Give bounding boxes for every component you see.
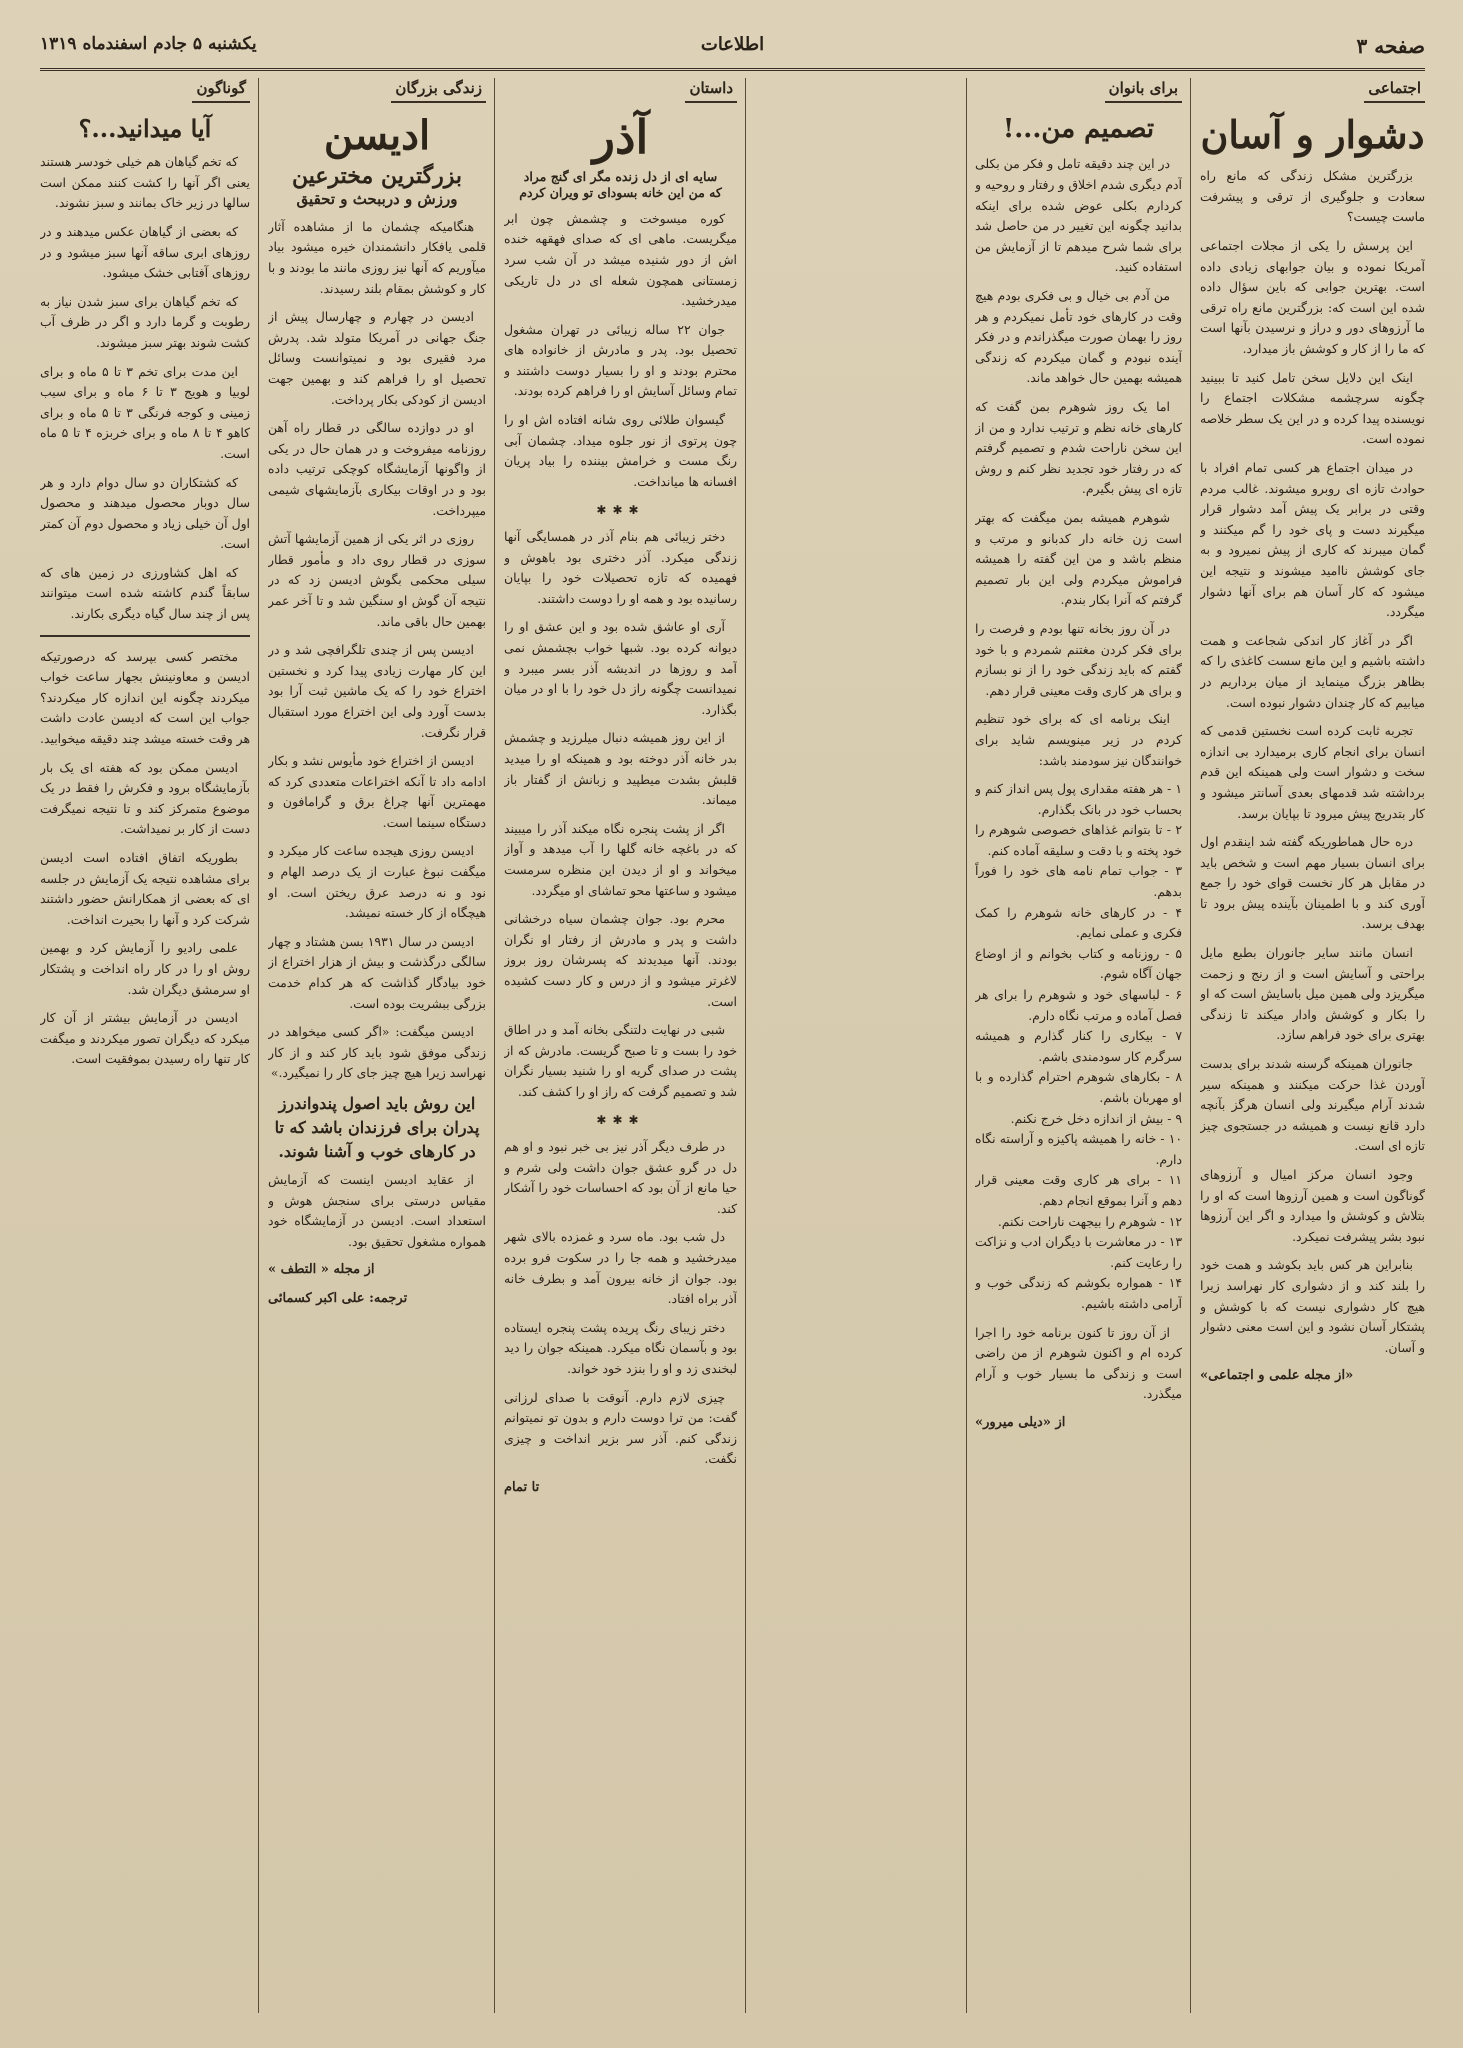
paragraph: او در دوازده سالگی در قطار راه آهن روزنامه میفروخت و در همان حال در یکی از واگونها آزمایشگاه کوچکی ترتیب داده بود و در اوقات بیکاری بآزمایشهای شیمی میپرداخت. [268, 420, 486, 518]
paragraph: اینک این دلایل سخن تامل کنید تا ببینید چگونه سرچشمه مشکلات اجتماع را نویسنده پیدا کرده و در این یک سطر خلاصه نموده است. [1200, 369, 1425, 447]
paragraph: شبی در نهایت دلتنگی بخانه آمد و در اطاق خود را بست و تا صبح گریست. مادرش که از پشت در صدای گریه او را شنید بسیار نگران شد و تصمیم گرفت که راز او را کشف کند. [504, 1022, 737, 1099]
paragraph: هنگامیکه چشمان ما از مشاهده آثار قلمی یافکار دانشمندان خیره میشود بیاد میآوریم که آنها نیز روزی مانند ما بودند و با کار و کوشش بمقام بلند رسیدند. [268, 218, 486, 296]
paragraph: تجربه ثابت کرده است نخستین قدمی که انسان برای انجام کاری برمیدارد بی اندازه سخت و دشوار است ولی همینکه این قدم برداشته شد قدمهای بعدی آسانتر میشود و کار بتدریج پیش میرود تا بپایان برسد. [1200, 723, 1425, 821]
closing-statement: این روش باید اصول پندواندرز پدران برای فرزندان باشد که تا در کارهای خوب و آشنا شوند. [274, 1094, 480, 1161]
paragraph: که کشتکاران دو سال دوام دارد و هر سال دوبار محصول میدهند و محصول اول آن خیلی زیاد و محصول دوم آن کمتر است. [40, 474, 250, 552]
paragraph: اما یک روز شوهرم بمن گفت که کارهای خانه نظم و ترتیب ندارد و من از این سخن ناراحت شدم و تصمیم گرفتم که در رفتار خود تجدید نظر کنم و روش تازه ای پیش بگیرم. [975, 399, 1182, 497]
paragraph: ادیسن میگفت: «اگر کسی میخواهد در زندگی موفق شود باید کار کند و از کار نهراسد زیرا هیچ چیز جای کار را نمیگیرد.» [268, 1024, 486, 1081]
paragraph: ادیسن پس از چندی تلگرافچی شد و در این کار مهارت زیادی پیدا کرد و نخستین اختراع خود را که یک ماشین ثبت آرا بود بدست آورد ولی این اختراع مورد استقبال قرار نگرفت. [268, 642, 486, 740]
column-biography [268, 78, 486, 2013]
paragraph: گیسوان طلائی روی شانه افتاده اش او را چون پرتوی از نور جلوه میداد. چشمان آبی رنگ مست و خرامش بیننده را بیاد پریان افسانه ها میانداخت. [504, 412, 737, 489]
article-title: تصمیم من...! [1002, 113, 1155, 144]
section-label: برای بانوان [1105, 78, 1182, 103]
paragraph: اگر در آغاز کار اندکی شجاعت و همت داشته باشیم و این مانع سست کاغذی را که بظاهر بزرگ مینماید از میان برداریم در میابیم که کار چندان دشوار نبوده است. [1200, 632, 1425, 710]
section-label: زندگی بزرگان [391, 78, 486, 103]
paragraph: دل شب بود. ماه سرد و غمزده بالای شهر میدرخشید و همه جا را در سکوت فرو برده بود. جوان از خانه بیرون آمد و بطرف خانه آذر براه افتاد. [504, 1229, 737, 1307]
paragraph: وجود انسان مرکز امیال و آرزوهای گوناگون است و همین آرزوها است که او را بتلاش و کوشش وا میدارد و اگر این آرزوها نبود بشر پیشرفت نمیکرد. [1200, 1167, 1425, 1244]
section-label: داستان [685, 78, 737, 103]
paragraph: در این چند دقیقه تامل و فکر من بکلی آدم دیگری شدم اخلاق و رفتار و روحیه و کردارم بکلی عوض شده برای اینکه بدانید چگونه این تغییر در من حاصل شد برای شما شرح میدهم تا از آزمایش من استفاده کنید. [975, 156, 1182, 275]
column-divider [966, 78, 967, 2013]
paragraph: دختر زیبائی هم بنام آذر در همسایگی آنها زندگی میکرد. آذر دختری بود باهوش و فهمیده که تازه تحصیلات خود را بپایان رسانیده بود و همه او را دوست داشتند. [504, 529, 737, 606]
paragraph: اینک برنامه ای که برای خود تنظیم کردم در زیر مینویسم شاید برای خوانندگان نیز سودمند باشد: [975, 711, 1182, 768]
paragraph: محرم بود. جوان چشمان سیاه درخشانی داشت و پدر و مادرش از رفتار او نگران بودند. آنها میدیدند که پسرشان روز بروز لاغرتر میشود و از درس و کار دست کشیده است. [504, 911, 737, 1009]
column-divider [745, 78, 746, 2013]
paragraph: چیزی لازم دارم. آنوقت با صدای لرزانی گفت: من ترا دوست دارم و بدون تو نمیتوانم زندگی کنم. آذر سر بزیر انداخت و چیزی نگفت. [504, 1389, 737, 1467]
column-miscellany [40, 78, 250, 2013]
paragraph: دختر زیبای رنگ پریده پشت پنجره ایستاده بود و بآسمان نگاه میکرد. همینکه جوان را دید لبخندی زد و او را بنزد خود خواند. [504, 1319, 737, 1377]
issue-date: یکشنبه ۵ جادم اسفندماه ۱۳۱۹ [40, 34, 257, 54]
article-source: از مجله « التطف » [268, 1262, 375, 1278]
section-label: اجتماعی [1364, 78, 1425, 103]
column-women [975, 78, 1182, 2013]
paragraph: شوهرم همیشه بمن میگفت که بهتر است زن خانه دار کدبانو و مرتب و منظم باشد و من این گفته را همیشه فراموش میکردم ولی این بار تصمیم گرفتم که آنرا بکار بندم. [975, 509, 1182, 608]
paragraph: در میدان اجتماع هر کسی تمام افراد با حوادث تازه ای روبرو میشوند. غالب مردم وقتی در برابر یک پیش آمد دشوار قرار میگیرند دست و پای خود را گم میکنند و گمان میبرند که کاری از پیش نمیرود و به جای کوشش ناامید میشوند و نتیجه این میشود که کار آسان هم برای آنها دشوار میگردد. [1200, 460, 1425, 620]
paragraph: ادیسن ممکن بود که هفته ای یک بار بآزمایشگاه برود و فکرش را فقط در یک موضوع متمرکز کند و تا نتیجه نمیگرفت دست از کار بر نمیداشت. [40, 759, 250, 837]
paragraph: در آن روز بخانه تنها بودم و فرصت را برای فکر کردن مغتنم شمردم و با خود گفتم که باید زندگی خود را از نو بسازم و برای هر کاری وقت معینی قرار دهم. [975, 620, 1182, 698]
paragraph: بزرگترین مشکل زندگی که مانع راه سعادت و جلوگیری از ترقی و پیشرفت ماست چیست؟ [1200, 168, 1425, 225]
paragraph: که تخم گیاهان برای سبز شدن نیاز به رطوبت و گرما دارد و اگر در ظرف آب کشت شوند بهتر سبز میشوند. [40, 293, 250, 350]
paragraph: دره حال هماطوریکه گفته شد اینقدم اول برای انسان بسیار مهم است و شخص باید در مقابل هر کار نخست قوای خود را جمع آوری کند و با اطمینان بآینده پیش برود تا بهدف برسد. [1200, 834, 1425, 932]
resolution-list: ۱ - هر هفته مقداری پول پس انداز کنم و بحساب خود در بانک بگذارم. ۲ - تا بتوانم غذاهای خصوصی شوهرم را خود پخته و با دقت و سلیقه آماده کنم. ۳ - جواب تمام نامه های خود را فوراً بدهم. ۴ - در کارهای خانه شوهرم را کمک فکری و عملی نمایم. ۵ - روزنامه و کتاب بخوانم و از اوضاع جهان آگاه شوم. ۶ - لباسهای خود و شوهرم را برای هر فصل آماده و مرتب نگاه دارم. ۷ - بیکاری را کنار گذارم و همیشه سرگرم کار سودمندی باشم. ۸ - بکارهای شوهرم احترام گذارده و با او مهربان باشم. ۹ - بیش از اندازه دخل خرج نکنم. ۱۰ - خانه را همیشه پاکیزه و آراسته نگاه دارم. ۱۱ - برای هر کاری وقت معینی قرار دهم و آنرا بموقع انجام دهم. ۱۲ - شوهرم را بیجهت ناراحت نکنم. ۱۳ - در معاشرت با دیگران ادب و نزاکت را رعایت کنم. ۱۴ - همواره بکوشم که زندگی خوب و آرامی داشته باشیم. [975, 781, 1182, 1311]
masthead [40, 28, 1425, 71]
paragraph: از عقاید ادیسن اینست که آزمایش مقیاس درستی برای سنجش هوش و استعداد است. ادیسن در آزمایشگاه خود همواره مشغول تحقیق بود. [268, 1172, 486, 1249]
article-subtitle: بزرگترین مخترعین [292, 162, 462, 189]
paragraph: بطوریکه اتفاق افتاده است ادیسن برای مشاهده نتیجه یک آزمایش در جلسه ای که بعضی از همکارانش حضور داشتند شرکت کرد و آنها را بحیرت انداخت. [40, 850, 250, 927]
paragraph: این مدت برای تخم ۳ تا ۵ ماه و برای لوبیا و هویج ۳ تا ۶ ماه و برای سیب زمینی و کوجه فرنگی ۳ تا ۵ ماه و برای کاهو ۴ تا ۸ ماه و برای خربزه ۴ تا ۵ ماه است. [40, 363, 250, 461]
paragraph: ادیسن در سال ۱۹۳۱ بسن هشتاد و چهار سالگی درگذشت و بیش از هزار اختراع از خود بیادگار گذاشت که هر کدام خدمت بزرگی ببشریت بوده است. [268, 933, 486, 1011]
paragraph: ادیسن از اختراع خود مأیوس نشد و بکار ادامه داد تا آنکه اختراعات متعددی کرد که مهمترین آنها چراغ برق و گرامافون و دستگاه سینما است. [268, 753, 486, 830]
paragraph: من آدم بی خیال و بی فکری بودم هیچ وقت در کارهای خود تأمل نمیکردم و هر روز را بهمان صورت میگذراندم و در فکر آینده نبودم و گمان میکردم که زندگی همیشه بهمین حال خواهد ماند. [975, 288, 1182, 386]
paragraph: ادیسن در آزمایش بیشتر از آن کار میکرد که دیگران تصور میکردند و میگفت کار تنها راه رسیدن بموفقیت است. [40, 1010, 250, 1067]
paragraph: انسان مانند سایر جانوران بطبع مایل براحتی و آسایش است و از رنج و زحمت میگریزد ولی همین میل باسایش است که او را بکار و کوشش وادار میکند تا زندگی بهتری برای خود فراهم سازد. [1200, 945, 1425, 1043]
page-number: صفحه ۳ [1356, 34, 1425, 58]
column-divider [1190, 78, 1191, 2013]
paragraph: مختصر کسی بپرسد که درصورتیکه ادیسن و معاونینش بجهار ساعت خواب میکردند چگونه این اندازه کار میکردند؟ جواب این است که ادیسن عادت داشت هر وقت خسته میشد چند دقیقه میخوابید. [40, 648, 250, 747]
paragraph: ادیسن در چهارم و چهارسال پیش از جنگ جهانی در آمریکا متولد شد. پدرش مرد فقیری بود و نمیتوانست وسائل تحصیل او را فراهم کند و بهمین جهت ادیسن از کودکی بکار پرداخت. [268, 309, 486, 407]
separator-stars: ✱✱✱ [596, 503, 645, 518]
paragraph: بنابراین هر کس باید بکوشد و همت خود را بلند کند و از دشواری کار نهراسد زیرا هیچ کار دشواری نیست که با کوشش و پشتکار آسان نشود و این است معنی دشوار و آسان. [1200, 1257, 1425, 1355]
article-title: آیا میدانید...؟ [78, 113, 212, 143]
article-subtitle-secondary: ورزش و درببحث و تحقیق [296, 190, 458, 209]
paragraph: جانوران همینکه گرسنه شدند برای بدست آوردن غذا حرکت میکنند و همینکه سیر شدند آرام میگیرند ولی انسان هرگز بآنچه دارد قانع نیست و همیشه در جستجوی چیز تازه ای است. [1200, 1056, 1425, 1154]
paragraph: که بعضی از گیاهان عکس میدهند و در روزهای ابری ساقه آنها سبز میشود و در روزهای آفتابی خشک میشود. [40, 223, 250, 281]
article-source: «از مجله علمی و اجتماعی» [1200, 1368, 1354, 1384]
article-title: آذر [592, 109, 649, 164]
paragraph: آری او عاشق شده بود و این عشق او را دیوانه کرده بود. شبها خواب بچشمش نمی آمد و روزها در اندیشه آذر بسر میبرد و نمیدانست چگونه راز دل خود را با او در میان بگذارد. [504, 619, 737, 717]
separator-stars: ✱✱✱ [596, 1113, 645, 1128]
paragraph: که تخم گیاهان هم خیلی خودسر هستند یعنی اگر آنها را کشت کنند ممکن است سالها در زیر خاک بمانند و سبز نشوند. [40, 154, 250, 211]
section-label: گوناگون [192, 78, 250, 103]
paragraph: که اهل کشاورزی در زمین های که سابقاً گندم کاشته شده است میتوانند پس از چند سال گیاه دیگری بکارند. [40, 564, 250, 622]
paragraph: ادیسن روزی هیجده ساعت کار میکرد و میگفت نبوغ عبارت از یک درصد الهام و نود و نه درصد عرق ریختن است. او هیچگاه از کار خسته نمیشد. [268, 843, 486, 921]
section-rule [40, 635, 250, 637]
article-title: دشوار و آسان [1200, 111, 1425, 157]
column-divider [258, 78, 259, 2013]
translator-credit: ترجمه: علی اکبر کسمائی [268, 1290, 408, 1306]
newspaper-name: اطلاعات [700, 34, 765, 55]
paragraph: جوان ۲۲ ساله زیبائی در تهران مشغول تحصیل بود. پدر و مادرش از خانواده های محترم بودند و او را بسیار دوست داشتند و تمام وسائل آسایش او را فراهم کرده بودند. [504, 321, 737, 399]
paragraph: از این روز همیشه دنبال میلرزید و چشمش بدر خانه آذر دوخته بود و همینکه او را میدید قلبش بشدت میطپید و زبانش از گفتار باز میماند. [504, 730, 737, 808]
paragraph: کوره میسوخت و چشمش چون ابر میگریست. ماهی ای که صدای فهقهه خنده اش از دور شنیده میشد در آن شب سرد زمستانی همچون شعله ای در دل تاریکی میدرخشید. [504, 210, 737, 309]
article-source: از «دیلی میرور» [975, 1414, 1066, 1430]
paragraph: روزی در اثر یکی از همین آزمایشها آتش سوزی در قطار روی داد و مأمور قطار سیلی محکمی بگوش ادیسن زد که در نتیجه آن گوش او سنگین شد و تا آخر عمر بهمین حال باقی ماند. [268, 531, 486, 629]
to-be-continued: تا تمام [504, 1479, 540, 1495]
paragraph: علمی رادیو را آزمایش کرد و بهمین روش او را در کار راه انداخت و پشتکار او سرمشق دیگران شد. [40, 940, 250, 997]
paragraph: این پرسش را یکی از مجلات اجتماعی آمریکا نموده و بیان جوابهای زیادی داده است. بهترین جوابی که باین سؤال داده شده این است که: بزرگترین مانع راه ترقی ما آرزوهای دور و دراز و نرسیدن بآنها است که ما را از کار و کوشش باز میدارد. [1200, 238, 1425, 357]
paragraph: از آن روز تا کنون برنامه خود را اجرا کرده ام و اکنون شوهرم از من راضی است و زندگی ما بسیار خوب و آرام میگذرد. [975, 1324, 1182, 1402]
paragraph: اگر از پشت پنجره نگاه میکند آذر را میبیند که در باغچه خانه گلها را آب میدهد و آواز میخواند و او از دیدن این منظره سرمست میشود و ساعتها محو تماشای او میگردد. [504, 820, 737, 898]
story-epigraph: سایه ای از دل زنده مگر ای گنج مراد که من این خانه بسودای تو ویران کردم [519, 169, 722, 201]
paragraph: در طرف دیگر آذر نیز بی خبر نبود و او هم دل در گرو عشق جوان داشت ولی شرم و حیا مانع از آن بود که احساسات خود را آشکار کند. [504, 1139, 737, 1216]
article-title: ادیسن [323, 111, 431, 159]
column-story [504, 78, 737, 2013]
column-divider [494, 78, 495, 2013]
column-social [1200, 78, 1425, 2013]
